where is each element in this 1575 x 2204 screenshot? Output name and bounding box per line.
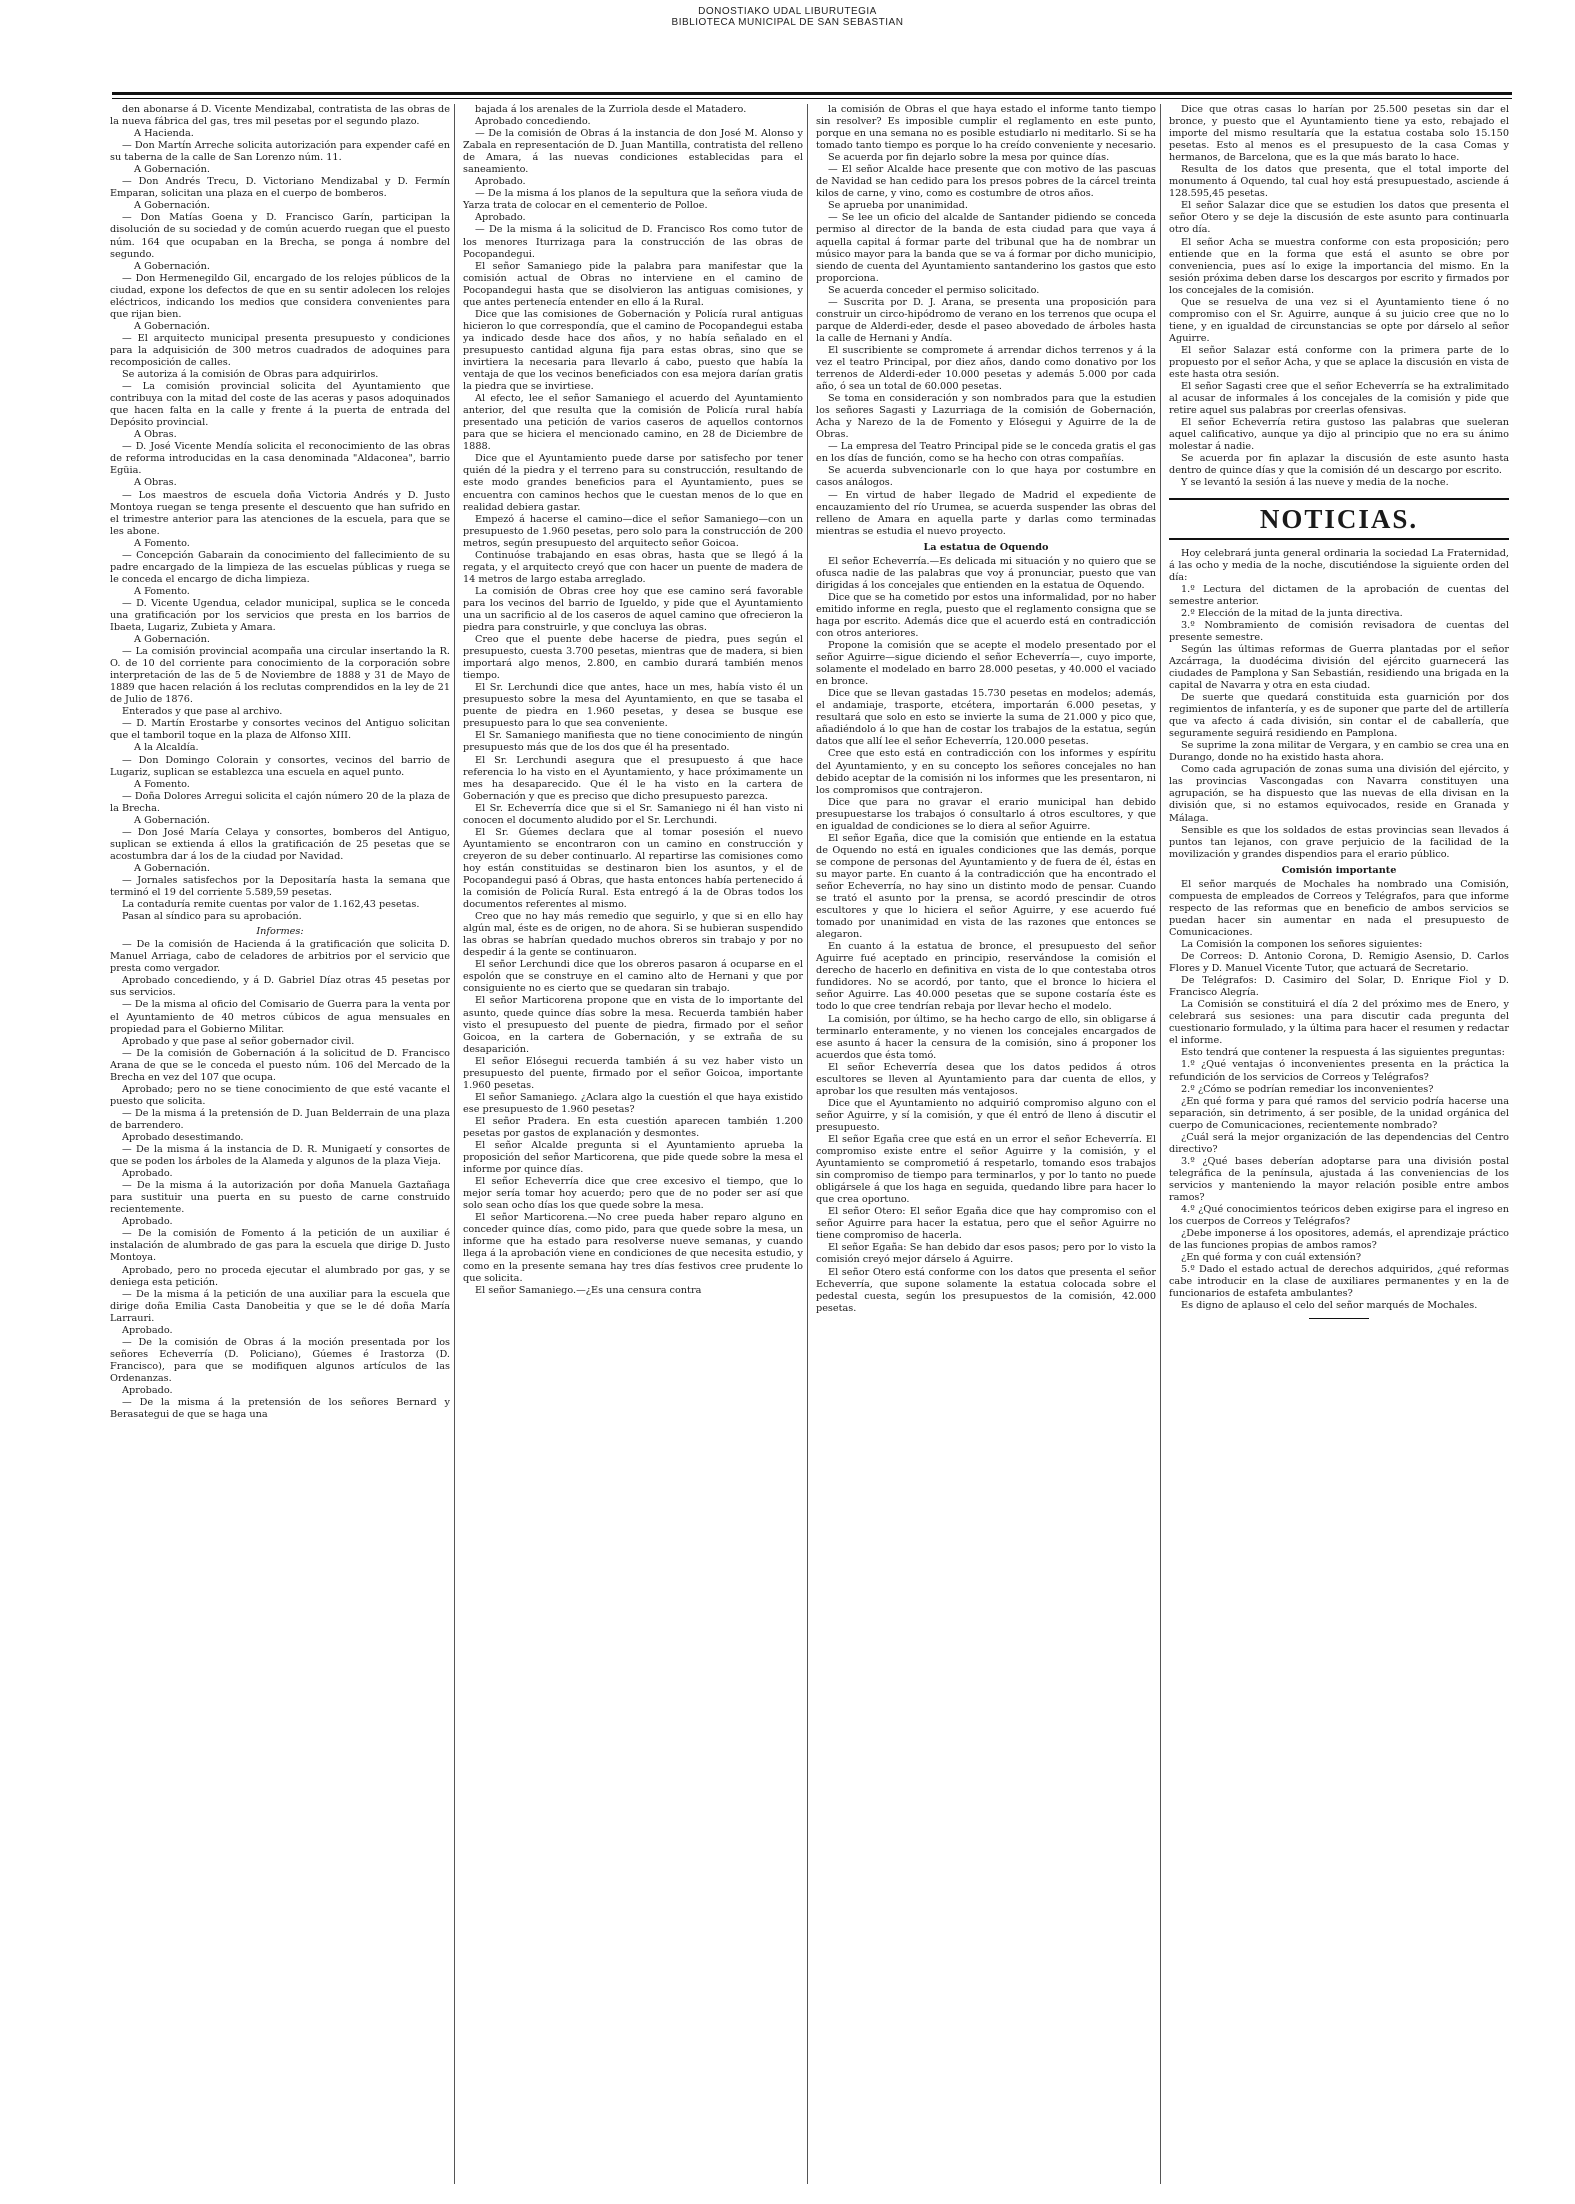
paragraph: Propone la comisión que se acepte el modelo presentado por el señor Aguirre—sigue diciendo el señor Echeverría—, cuyo importe, solamente el modelado en barro 28.000 pesetas, y 40.000 el vaciado en bronce.: [816, 640, 1156, 688]
top-rule: [112, 92, 1512, 95]
paragraph: El señor Alcalde pregunta si el Ayuntamiento aprueba la proposición del señor Marticorena, que pide quede sobre la mesa el informe por quince días.: [463, 1140, 803, 1176]
paragraph: El señor Samaniego pide la palabra para manifestar que la comisión actual de Obras no interviene en el camino de Pocopandegui hasta que se disolvieron las antiguas comisiones, y que antes pertenecía entender en ello á la Rural.: [463, 260, 803, 308]
paragraph: El señor Elósegui recuerda también á su vez haber visto un presupuesto del puente, firmado por el señor Goicoa, importante 1.960 pesetas.: [463, 1055, 803, 1091]
paragraph: Sensible es que los soldados de estas provincias sean llevados á puntos tan lejanos, con grave perjuicio de la facilidad de la movilización y grandes dispendios para el erario público.: [1169, 824, 1509, 860]
paragraph: El Sr. Echeverría dice que si el Sr. Samaniego ni él han visto ni conocen el documento aludido por el Sr. Lerchundi.: [463, 802, 803, 826]
paragraph: Al efecto, lee el señor Samaniego el acuerdo del Ayuntamiento anterior, del que resulta que la comisión de Policía rural había presentado una petición de varios caseros de aquellos contornos para que se hiciera el mencionado camino, en 28 de Diciembre de 1888.: [463, 393, 803, 453]
paragraph: 2.º ¿Cómo se podrían remediar los inconvenientes?: [1181, 1083, 1434, 1095]
paragraph: — Se lee un oficio del alcalde de Santander pidiendo se conceda permiso al director de la banda de esta ciudad para que vaya á aquella capital á formar parte del tribunal que ha de nombrar un músico mayor para la banda que se va á formar por dicho municipio, siendo de cuenta del Ayuntamiento santanderino los gastos que esto proporciona.: [816, 212, 1156, 284]
paragraph: — Don Matías Goena y D. Francisco Garín, participan la disolución de su sociedad y de común acuerdo ruegan que el puesto núm. 164 que ocupaban en la Brecha, se ponga á nombre del segundo.: [110, 212, 450, 260]
paragraph: — La comisión provincial solicita del Ayuntamiento que contribuya con la mitad del coste de las aceras y pasos adoquinados que hacen falta en la calle y frente á la puerta de entrada del Depósito provincial.: [110, 381, 450, 429]
paragraph: Dice que las comisiones de Gobernación y Policía rural antiguas hicieron lo que correspondía, que el camino de Pocopandegui estaba ya indicado desde hace dos años, y no había señalado en el presupuesto cantidad alguna fija para estas obras, sino que se invirtiera la necesaria para llevarlo á cabo, puesto que había la ventaja de que los vecinos beneficiados con esa mejora darían gratis la piedra que se invirtiese.: [463, 308, 803, 393]
paragraph: El señor Sagasti cree que el señor Echeverría se ha extralimitado al acusar de informales á los concejales de la comisión y pide que retire aquel sus palabras por creerlas ofensivas.: [1169, 381, 1509, 417]
referral-line: A Gobernación.: [134, 814, 210, 826]
library-name-spanish: BIBLIOTECA MUNICIPAL DE SAN SEBASTIAN: [671, 17, 904, 28]
section-title: NOTICIAS.: [1259, 503, 1419, 534]
paragraph: El Sr. Gúemes declara que al tomar posesión el nuevo Ayuntamiento se encontraron con un camino en construcción y creyeron de su deber continuarlo. Al repartirse las comisiones como hoy están constituidas se destinaron bien los asuntos, y el de Pocopandegui pasó á Obras, que hasta entonces había pertenecido á la comisión de Policía Rural. Esta entregó á la de Obras todos los documentos referentes al mismo.: [463, 826, 803, 911]
paragraph: Dice que otras casas lo harían por 25.500 pesetas sin dar el bronce, y puesto que el Ayuntamiento tiene ya esto, rebajado el importe del mismo resultaría que la estatua costaba solo 15.150 pesetas. Esto al menos es el presupuesto de la casa Comas y hermanos, de Barcelona, que es la que más barato lo hace.: [1169, 104, 1509, 164]
section-header-noticias: [1169, 498, 1509, 540]
paragraph: 1.º Lectura del dictamen de la aprobación de cuentas del semestre anterior.: [1169, 583, 1509, 607]
paragraph: ¿En qué forma y con cuál extensión?: [1181, 1252, 1362, 1264]
library-header: [0, 6, 1575, 28]
referral-line: A Gobernación.: [134, 260, 210, 272]
paragraph: 5.º Dado el estado actual de derechos adquiridos, ¿qué reformas cabe introducir en la clase de auxiliares permanentes y en la de funcionarios de estafeta ambulantes?: [1169, 1264, 1509, 1300]
column-3: [807, 104, 1156, 2184]
paragraph: — Don José María Celaya y consortes, bomberos del Antiguo, suplican se extienda á ellos la gratificación de 25 pesetas que se acostumbra dar á los de la ciudad por Navidad.: [110, 826, 450, 862]
paragraph: El Sr. Lerchundi dice que antes, hace un mes, había visto él un presupuesto sobre la mesa del Ayuntamiento, en que se tasaba el puente de piedra en 1.960 pesetas, y desea se busque ese presupuesto para lo que sea conveniente.: [463, 682, 803, 730]
paragraph: 1.º ¿Qué ventajas ó inconvenientes presenta en la práctica la refundición de los servicios de Correos y Telégrafos?: [1169, 1059, 1509, 1083]
paragraph: Se aprueba por unanimidad.: [828, 200, 968, 212]
paragraph: El señor Acha se muestra conforme con esta proposición; pero entiende que en la forma que está el asunto se obre por conveniencia, pues así lo exige la importancia del mismo. En la sesión próxima deben darse los descargos por escrito y firmados por los concejales de la comisión.: [1169, 236, 1509, 296]
paragraph: El señor Otero está conforme con los datos que presenta el señor Echeverría, que supone solamente la estatua colocada sobre el pedestal cuesta, según los presupuestos de la comisión, 42.000 pesetas.: [816, 1266, 1156, 1314]
paragraph: Continuóse trabajando en esas obras, hasta que se llegó á la regata, y el arquitecto creyó que con hacer un puente de madera de 14 metros de largo estaba arreglado.: [463, 549, 803, 585]
paragraph: Aprobado concediendo, y á D. Gabriel Díaz otras 45 pesetas por sus servicios.: [110, 975, 450, 999]
paragraph: — De la misma al oficio del Comisario de Guerra para la venta por el Ayuntamiento de 40 metros cúbicos de agua mensuales en propiedad para el Gobierno Militar.: [110, 999, 450, 1035]
paragraph: Enterados y que pase al archivo.: [122, 706, 283, 718]
paragraph: — Los maestros de escuela doña Victoria Andrés y D. Justo Montoya ruegan se tenga presente el descuento que han sufrido en el trimestre anterior para las atenciones de la escuela, para que se les abone.: [110, 489, 450, 537]
paragraph: De suerte que quedará constituida esta guarnición por dos regimientos de infantería, y es de suponer que parte del de artillería que va afecto á cada división, sin contar el de caballería, que seguramente seguirá residiendo en Pamplona.: [1169, 692, 1509, 740]
paragraph: Dice que se ha cometido por estos una informalidad, por no haber emitido informe en regla, puesto que el reglamento consigna que se haga por escrito. Además dice que el acuerdo está en contradicción con otros anteriores.: [816, 591, 1156, 640]
paragraph: Se acuerda conceder el permiso solicitado.: [828, 284, 1040, 296]
paragraph: El señor Marticorena.—No cree pueda haber reparo alguno en conceder quince días, como pido, para que quede sobre la mesa, un informe que ha estado para resolverse nueve semanas, y cuando llega á la aprobación viene en condiciones de que necesita estudio, y como en la presente semana hay tres días festivos cree prudente lo que solicita.: [463, 1212, 803, 1284]
paragraph: Como cada agrupación de zonas suma una división del ejército, y las provincias Vascongadas con Navarra constituyen una agrupación, se ha dispuesto que las nuevas de ella divisan en la división que, si no estamos equivocados, reside en Granada y Málaga.: [1169, 764, 1509, 824]
referral-line: A Hacienda.: [134, 128, 194, 140]
paragraph: Empezó á hacerse el camino—dice el señor Samaniego—con un presupuesto de 1.960 pesetas, pero solo para la construcción de 200 metros, según presupuesto del arquitecto señor Goicoa.: [463, 513, 803, 549]
paragraph: 3.º ¿Qué bases deberían adoptarse para una división postal telegráfica de la península, ajustada á las conveniencias de los servicios y manteniendo la mayor relación posible entre ambos ramos?: [1169, 1155, 1509, 1203]
referral-line: A Fomento.: [134, 537, 190, 549]
paragraph: El señor Echeverría retira gustoso las palabras que sueleran aquel calificativo, aunque ya dijo al principio que no era su ánimo molestar á nadie.: [1169, 417, 1509, 453]
paragraph: Aprobado.: [122, 1168, 173, 1180]
paragraph: — Don Domingo Colorain y consortes, vecinos del barrio de Lugariz, suplican se establezca una escuela en aquel punto.: [110, 754, 450, 778]
paragraph: Aprobado.: [122, 1216, 173, 1228]
paragraph: El señor Echeverría desea que los datos pedidos á otros escultores se lleven al Ayuntamiento para dar cuenta de ellos, y aprobar los que resulten más ventajosos.: [816, 1061, 1156, 1097]
paragraph: — D. Vicente Ugendua, celador municipal, suplica se le conceda una gratificación por los servicios que presta en los barrios de Ibaeta, Lugariz, Zubieta y Amara.: [110, 597, 450, 634]
paragraph: — El arquitecto municipal presenta presupuesto y condiciones para la adquisición de 300 metros cuadrados de adoquines para recomposición de calles.: [110, 332, 450, 368]
paragraph: — De la comisión de Obras á la moción presentada por los señores Echeverría (D. Policiano), Gúemes é Irastorza (D. Francisco), para que se modifiquen algunos artículos de las Ordenanzas.: [110, 1336, 450, 1384]
paragraph: la comisión de Obras el que haya estado el informe tanto tiempo sin resolver? Es imposible cumplir el reglamento en este punto, porque en una semana no es posible estudiarlo ni meditarlo. Si se ha tomado tanto tiempo es porque lo ha creído conveniente y necesario.: [816, 104, 1156, 152]
paragraph: De Telégrafos: D. Casimiro del Solar, D. Enrique Fiol y D. Francisco Alegría.: [1169, 975, 1509, 999]
referral-line: A Fomento.: [134, 585, 190, 597]
paragraph: La Comisión se constituirá el día 2 del próximo mes de Enero, y celebrará sus sesiones: una para discutir cada pregunta del cuestionario formulado, y la última para hacer el resumen y redactar el informe.: [1169, 999, 1509, 1047]
paragraph: El señor Salazar está conforme con la primera parte de lo propuesto por el señor Acha, y que se aplace la discusión en vista de este hasta otra sesión.: [1169, 344, 1509, 381]
paragraph: — De la misma á la solicitud de D. Francisco Ros como tutor de los menores Iturrizaga para la construcción de las obras de Pocopandegui.: [463, 224, 803, 260]
paragraph: Resulta de los datos que presenta, que el total importe del monumento á Oquendo, tal cual hoy está presupuestado, asciende á 128.595,45 pesetas.: [1169, 164, 1509, 200]
referral-line: A Obras.: [134, 429, 177, 441]
paragraph: — En virtud de haber llegado de Madrid el expediente de encauzamiento del río Urumea, se acuerda suspender las obras del relleno de Amara en aquella parte y darlas como terminadas mientras se estudia el nuevo proyecto.: [816, 489, 1156, 537]
paragraph: — De la misma á la instancia de D. R. Munigaetí y consortes de que se poden los árboles de la Alameda y algunos de la plaza Vieja.: [110, 1144, 450, 1168]
paragraph: — Don Hermenegildo Gil, encargado de los relojes públicos de la ciudad, expone los defectos de que en su sentir adolecen los relojes eléctricos, indicando los medios que considera convenientes para que rijan bien.: [110, 272, 450, 320]
paragraph: — Concepción Gabarain da conocimiento del fallecimiento de su padre encargado de la limpieza de las escuelas públicas y ruega se le conceda el encargo de dicha limpieza.: [110, 549, 450, 585]
paragraph: Cree que esto está en contradicción con los informes y espíritu del Ayuntamiento, y en su concepto los señores concejales no han debido aceptar de la comisión ni los informes que les presentaron, ni los compromisos que contrajeron.: [816, 748, 1156, 796]
paragraph: 3.º Nombramiento de comisión revisadora de cuentas del presente semestre.: [1169, 619, 1509, 643]
paragraph: El señor Salazar dice que se estudien los datos que presenta el señor Otero y se deje la discusión de este asunto para continuarla otro día.: [1169, 200, 1509, 236]
paragraph: Según las últimas reformas de Guerra plantadas por el señor Azcárraga, la duodécima división del ejército guarnecerá las ciudades de Pamplona y San Sebastián, residiendo una brigada en la capital de Navarra y otra en esta ciudad.: [1169, 643, 1509, 692]
end-rule: [1309, 1318, 1369, 1319]
paragraph: El señor Samaniego.—¿Es una censura contra: [475, 1284, 702, 1296]
paragraph: El señor Lerchundi dice que los obreros pasaron á ocuparse en el espolón que se construye en el camino alto de Hernani y que por consiguiente no es cierto que se quedaran sin trabajo.: [463, 959, 803, 995]
paragraph: Aprobado.: [475, 176, 526, 188]
paragraph: — De la comisión de Obras á la instancia de don José M. Alonso y Zabala en representación de D. Juan Mantilla, contratista del relleno de Amara, á las nuevas condiciones establecidas para el saneamiento.: [463, 128, 803, 176]
paragraph: La Comisión la componen los señores siguientes:: [1181, 939, 1423, 950]
paragraph: Aprobado y que pase al señor gobernador civil.: [122, 1035, 355, 1047]
paragraph: El señor Samaniego. ¿Aclara algo la cuestión el que haya existido ese presupuesto de 1.960 pesetas?: [463, 1091, 803, 1115]
paragraph: El señor Pradera. En esta cuestión aparecen también 1.200 pesetas por gastos de explanación y desmontes.: [463, 1115, 803, 1139]
article-heading: Comisión importante: [1281, 864, 1397, 876]
paragraph: El señor Egaña: Se han debido dar esos pasos; pero por lo visto la comisión creyó mejor dárselo á Aguirre.: [816, 1242, 1156, 1266]
paragraph: Aprobado.: [122, 1324, 173, 1336]
paragraph: — D. Martín Erostarbe y consortes vecinos del Antiguo solicitan que el tamboril toque en la plaza de Alfonso XIII.: [110, 718, 450, 742]
column-2: [454, 104, 803, 2184]
paragraph: La contaduría remite cuentas por valor de 1.162,43 pesetas.: [122, 899, 420, 911]
paragraph: Aprobado concediendo.: [475, 116, 591, 128]
paragraph: Aprobado, pero no proceda ejecutar el alumbrado por gas, y se deniega esta petición.: [110, 1264, 450, 1288]
paragraph: El Sr. Samaniego manifiesta que no tiene conocimiento de ningún presupuesto más que de los dos que él ha presentado.: [463, 730, 803, 754]
referral-line: A Gobernación.: [134, 862, 210, 874]
referral-line: A Obras.: [134, 477, 177, 489]
referral-line: A Gobernación.: [134, 634, 210, 646]
paragraph: El señor marqués de Mochales ha nombrado una Comisión, compuesta de empleados de Correos y Telégrafos, para que informe respecto de las reformas que en beneficio de ambos servicios se puedan hacer sin aumentar en nada el presupuesto de Comunicaciones.: [1169, 878, 1509, 938]
column-1: [110, 104, 450, 2184]
paragraph: Y se levantó la sesión á las nueve y media de la noche.: [1181, 477, 1449, 489]
paragraph: Dice que el Ayuntamiento no adquirió compromiso alguno con el señor Aguirre, y sí la comisión, y que él entró de lleno á discutir el presupuesto.: [816, 1097, 1156, 1133]
paragraph: — Suscrita por D. J. Arana, se presenta una proposición para construir un circo-hipódromo de verano en los terrenos que ocupa el parque de Alderdi-eder, desde el paseo abovedado de árboles hasta la calle de Hernani y Andía.: [816, 296, 1156, 344]
paragraph: — De la misma á la autorización por doña Manuela Gaztañaga para sustituir una puerta en su puesto de carne construido recientemente.: [110, 1180, 450, 1216]
paragraph: Es digno de aplauso el celo del señor marqués de Mochales.: [1181, 1300, 1478, 1312]
referral-line: A Gobernación.: [134, 320, 210, 332]
subsection-heading: Informes:: [256, 926, 304, 938]
paragraph: — Don Andrés Trecu, D. Victoriano Mendizabal y D. Fermín Emparan, solicitan una plaza en el cuerpo de bomberos.: [110, 176, 450, 200]
paragraph: den abonarse á D. Vicente Mendizabal, contratista de las obras de la nueva fábrica del gas, tres mil pesetas por el segundo plazo.: [110, 104, 450, 128]
paragraph: El señor Echeverría.—Es delicada mi situación y no quiero que se ofusca nadie de las palabras que voy á pronunciar, puesto que van dirigidas á los concejales que entienden en la estatua de Oquendo.: [816, 555, 1156, 591]
paragraph: — De la misma á la pretensión de D. Juan Belderrain de una plaza de barrendero.: [110, 1107, 450, 1131]
paragraph: Dice que se llevan gastadas 15.730 pesetas en modelos; además, el andamiaje, trasporte, etcétera, importarán 6.000 pesetas, y resultará que solo en esto se invierte la suma de 21.000 y pico que, añadiéndolo á lo que han de costar los trabajos de la estatua, según datos que allí lee el señor Echeverría, 120.000 pesetas.: [816, 688, 1156, 748]
paragraph: Creo que no hay más remedio que seguirlo, y que si en ello hay algún mal, éste es de origen, no de ahora. Si se hubieran suspendido las obras se habrían quedado muchos obreros sin trabajo y por no despedir á la gente se continuaron.: [463, 911, 803, 959]
paragraph: El Sr. Lerchundi asegura que el presupuesto á que hace referencia lo ha visto en el Ayuntamiento, y hace próximamente un mes ha desaparecido. Que él le ha visto en la cartera de Gobernación y que es preciso que dicho presupuesto parezca.: [463, 754, 803, 802]
referral-line: A la Alcaldía.: [134, 742, 199, 754]
paragraph: — De la misma á la pretensión de los señores Bernard y Berasategui de que se haga una: [110, 1397, 450, 1421]
paragraph: Se acuerda subvencionarle con lo que haya por costumbre en casos análogos.: [816, 465, 1156, 489]
library-name-basque: DONOSTIAKO UDAL LIBURUTEGIA: [698, 6, 877, 17]
paragraph: Dice que para no gravar el erario municipal han debido presupuestarse los trabajos ó consultarlo á otros escultores, y que en igualdad de condiciones se lo diera al señor Aguirre.: [816, 796, 1156, 832]
paragraph: El señor Marticorena propone que en vista de lo importante del asunto, quede quince días sobre la mesa. Recuerda también haber visto el presupuesto del puente de piedra, firmado por el señor Goicoa, en la cartera de Gobernación, y se extraña de su desaparición.: [463, 995, 803, 1055]
paragraph: Se autoriza á la comisión de Obras para adquirirlos.: [122, 369, 379, 381]
referral-line: A Gobernación.: [134, 200, 210, 212]
paragraph: 4.º ¿Qué conocimientos teóricos deben exigirse para el ingreso en los cuerpos de Correos y Telégrafos?: [1169, 1204, 1509, 1228]
paragraph: Esto tendrá que contener la respuesta á las siguientes preguntas:: [1181, 1047, 1505, 1059]
paragraph: La comisión, por último, se ha hecho cargo de ello, sin obligarse á terminarlo enteramente, y no vienen los concejales encargados de ese asunto á hacer la censura de la comisión, sino á proponer los acuerdos que ésta tomó.: [816, 1013, 1156, 1061]
paragraph: — Don Martín Arreche solicita autorización para expender café en su taberna de la calle de San Lorenzo núm. 11.: [110, 140, 450, 164]
paragraph: El señor Otero: El señor Egaña dice que hay compromiso con el señor Aguirre para hacer la estatua, pero que el señor Aguirre no tiene compromiso de hacerla.: [816, 1206, 1156, 1242]
paragraph: — Jornales satisfechos por la Depositaría hasta la semana que terminó el 19 del corriente 5.589,59 pesetas.: [110, 875, 450, 899]
paragraph: Aprobado desestimando.: [122, 1131, 244, 1143]
paragraph: — La empresa del Teatro Principal pide se le conceda gratis el gas en los días de función, como se ha hecho con otras compañías.: [816, 441, 1156, 465]
paragraph: En cuanto á la estatua de bronce, el presupuesto del señor Aguirre fué aceptado en principio, reservándose la comisión el derecho de hacerlo en definitiva en vista de lo que contestaba otros fundidores. No se acordó, por tanto, que el bronce lo hiciera el señor Aguirre. Las 40.000 pesetas que se supone costaría éste es todo lo que cree tendrían rebaja por llevar hecho el modelo.: [816, 941, 1156, 1013]
newspaper-page: [110, 104, 1514, 2184]
paragraph: La comisión de Obras cree hoy que ese camino será favorable para los vecinos del barrio de Igueldo, y pide que el Ayuntamiento una un sacrificio al de los caseros de aquel camino que ofrecieron la piedra para construirle, y que concluya las obras.: [463, 585, 803, 634]
paragraph: ¿Debe imponerse á los opositores, además, el aprendizaje práctico de las funciones propias de ambos ramos?: [1169, 1228, 1509, 1252]
paragraph: De Correos: D. Antonio Corona, D. Remigio Asensio, D. Carlos Flores y D. Manuel Vicente Tutor, que actuará de Secretario.: [1169, 951, 1509, 975]
paragraph: Se suprime la zona militar de Vergara, y en cambio se crea una en Durango, donde no ha existido hasta ahora.: [1169, 740, 1509, 764]
article-heading: La estatua de Oquendo: [923, 541, 1049, 553]
paragraph: El suscribiente se compromete á arrendar dichos terrenos y á la vez el teatro Principal, por diez años, dando como donativo por los terrenos de Alderdi-eder 10.000 pesetas y además 5.000 por cada año, ó sea un total de 60.000 pesetas.: [816, 344, 1156, 393]
paragraph: Que se resuelva de una vez si el Ayuntamiento tiene ó no compromiso con el Sr. Aguirre, aunque á su juicio cree que no lo tiene, y en igualdad de circunstancias se opte por dárselo al señor Aguirre.: [1169, 296, 1509, 344]
paragraph: Aprobado.: [475, 212, 526, 224]
paragraph: El señor Echeverría dice que cree excesivo el tiempo, que lo mejor sería tomar hoy acuerdo; pero que de no poder ser así que solo sean ocho días los que quede sobre la mesa.: [463, 1176, 803, 1212]
paragraph: ¿Cuál será la mejor organización de las dependencias del Centro directivo?: [1169, 1131, 1509, 1155]
paragraph: — De la comisión de Hacienda á la gratificación que solicita D. Manuel Arriaga, cabo de celadores de arbitrios por el servicio que presta como vergador.: [110, 939, 450, 975]
paragraph: Se acuerda por fin aplazar la discusión de este asunto hasta dentro de quince días y que la comisión dé un descargo por escrito.: [1169, 453, 1509, 477]
column-4: [1160, 104, 1509, 2184]
paragraph: Aprobado.: [122, 1384, 173, 1396]
paragraph: — Doña Dolores Arregui solicita el cajón número 20 de la plaza de la Brecha.: [110, 790, 450, 814]
paragraph: Hoy celebrará junta general ordinaria la sociedad La Fraternidad, á las ocho y media de la noche, discutiéndose la siguiente orden del día:: [1169, 547, 1509, 583]
paragraph: Se toma en consideración y son nombrados para que la estudien los señores Sagasti y Lazurriaga de la comisión de Gobernación, Acha y Narezo de la de Fomento y Elósegui y Aguirre de la de Obras.: [816, 393, 1156, 441]
paragraph: Pasan al síndico para su aprobación.: [122, 911, 302, 923]
paragraph: El señor Egaña, dice que la comisión que entiende en la estatua de Oquendo no está en iguales condiciones que las demás, porque se compone de personas del Ayuntamiento y de fuera de él, éstas en su mayor parte. En cuanto á la contradicción que ha encontrado el señor Echeverría, no hay sino un distinto modo de pensar. Cuando se trató el asunto por la prensa, se acordó prescindir de otros escultores y que lo hiciera el señor Aguirre, y ese acuerdo fué tomado por unanimidad en vista de las razones que entonces se alegaron.: [816, 832, 1156, 941]
paragraph: bajada á los arenales de la Zurriola desde el Matadero.: [475, 104, 747, 115]
paragraph: — La comisión provincial acompaña una circular insertando la R. O. de 10 del corriente para conocimiento de la corporación sobre interpretación de las de 5 de Noviembre de 1888 y 31 de Mayo de 1889 que hacen relación á los reclutas comprendidos en la ley de 21 de Julio de 1876.: [110, 646, 450, 706]
paragraph: Se acuerda por fin dejarlo sobre la mesa por quince días.: [828, 152, 1110, 164]
paragraph: — De la comisión de Gobernación á la solicitud de D. Francisco Arana de que se le conceda el puesto núm. 106 del Mercado de la Brecha en vez del 107 que ocupa.: [110, 1047, 450, 1083]
paragraph: Creo que el puente debe hacerse de piedra, pues según el presupuesto, cuesta 3.700 pesetas, mientras que de madera, si bien importará algo menos, 2.800, en cambio durará también menos tiempo.: [463, 634, 803, 682]
paragraph: Dice que el Ayuntamiento puede darse por satisfecho por tener quién dé la piedra y el terreno para su construcción, resultando de este modo grandes beneficios para el Ayuntamiento, pues se encuentra con caminos hechos que le cuestan menos de lo que en realidad debiera gastar.: [463, 453, 803, 513]
paragraph: — D. José Vicente Mendía solicita el reconocimiento de las obras de reforma introducidas en la casa denominada "Aldaconea", barrio Egüia.: [110, 441, 450, 477]
referral-line: A Gobernación.: [134, 164, 210, 176]
top-rule-thin: [112, 98, 1512, 99]
paragraph: — El señor Alcalde hace presente que con motivo de las pascuas de Navidad se han cedido para los presos pobres de la cárcel treinta kilos de carne, y vino, como es costumbre de otros años.: [816, 164, 1156, 200]
paragraph: ¿En qué forma y para qué ramos del servicio podría hacerse una separación, sin detrimento, á ser posible, de la unidad orgánica del cuerpo de Comunicaciones, recientemente nombrado?: [1169, 1095, 1509, 1131]
paragraph: El señor Egaña cree que está en un error el señor Echeverría. El compromiso existe entre el señor Aguirre y la comisión, y el Ayuntamiento se comprometió á respetarlo, tomando esos trabajos sin compromiso de tiempo para terminarlos, y por lo tanto no puede obligársele á que los haga en seguida, quedando libre para hacer lo que crea oportuno.: [816, 1133, 1156, 1206]
paragraph: — De la misma á los planos de la sepultura que la señora viuda de Yarza trata de colocar en el cementerio de Polloe.: [463, 188, 803, 212]
referral-line: A Fomento.: [134, 778, 190, 790]
paragraph: — De la misma á la petición de una auxiliar para la escuela que dirige doña Emilia Casta Danobeitia y que se le dé doña María Larrauri.: [110, 1288, 450, 1324]
paragraph: 2.º Elección de la mitad de la junta directiva.: [1181, 607, 1403, 619]
paragraph: — De la comisión de Fomento á la petición de un auxiliar é instalación de alumbrado de gas para la escuela que dirige D. Justo Montoya.: [110, 1228, 450, 1264]
paragraph: Aprobado; pero no se tiene conocimiento de que esté vacante el puesto que solicita.: [110, 1083, 450, 1107]
